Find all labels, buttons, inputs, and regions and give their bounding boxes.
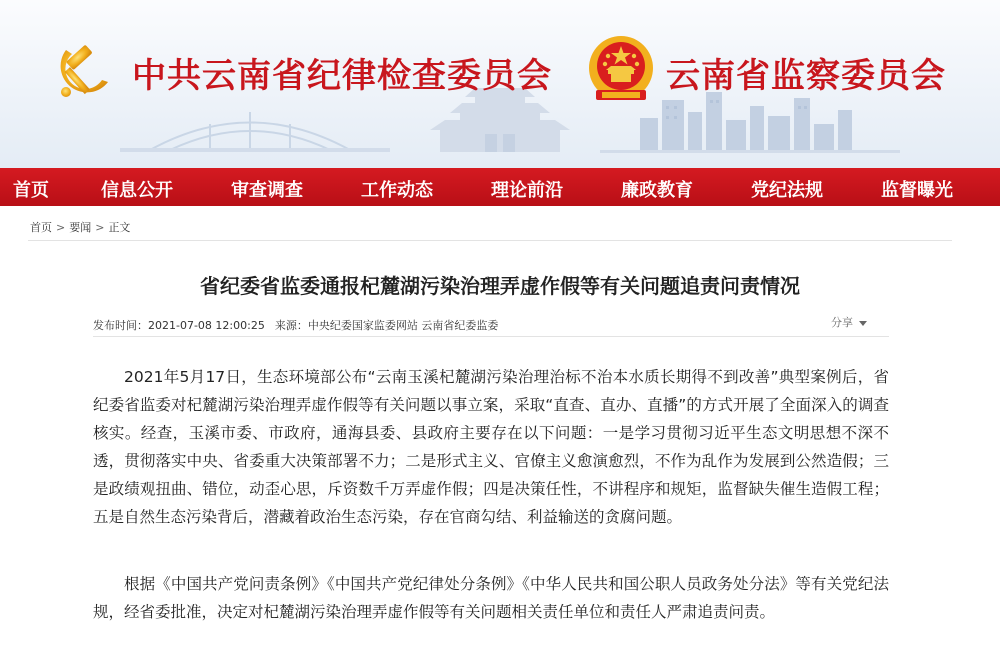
nav-item-investigation[interactable]: 审查调查: [231, 180, 303, 201]
article-title: 省纪委省监委通报杞麓湖污染治理弄虚作假等有关问题追责问责情况: [200, 274, 800, 298]
nav-item-theory[interactable]: 理论前沿: [491, 180, 563, 201]
nav-item-info-public[interactable]: 信息公开: [101, 180, 173, 201]
breadcrumb-separator: >: [95, 221, 105, 234]
party-emblem-icon: [52, 36, 120, 104]
publish-time: 发布时间：2021-07-08 12:00:25: [93, 319, 265, 332]
national-emblem-icon: [586, 34, 656, 106]
org-title-discipline-commission: 中共云南省纪律检查委员会: [132, 56, 552, 96]
org-title-supervisory-commission: 云南省监察委员会: [666, 56, 946, 96]
nav-item-work-news[interactable]: 工作动态: [361, 180, 433, 201]
article-paragraph: 根据《中国共产党问责条例》《中国共产党纪律处分条例》《中华人民共和国公职人员政务处分法》等有关党纪法规，经省委批准，决定对杞麓湖污染治理弄虚作假等有关问题相关责任单位和责任人严肃追责问责。: [93, 575, 889, 621]
nav-item-exposure[interactable]: 监督曝光: [881, 180, 953, 201]
divider: [93, 336, 889, 337]
breadcrumb: [30, 219, 130, 235]
site-header-banner: [0, 0, 1000, 168]
article-paragraph: 2021年5月17日，生态环境部公布“云南玉溪杞麓湖污染治理治标不治本水质长期得不到改善”典型案例后，省纪委省监委对杞麓湖污染治理弄虚作假等有关问题以事立案，采取“直查、直办、直播”的方式开展了全面深入的调查核实。经查，玉溪市委、市政府，通海县委、县政府主要存在以下问题：一是学习贯彻习近平生态文明思想不深不透，贯彻落实中央、省委重大决策部署不力；二是形式主义、官僚主义愈演愈烈，不作为乱作为发展到公然造假；三是政绩观扭曲、错位，动歪心思，斥资数千万弄虚作假；四是决策任性，不讲程序和规矩，监督缺失催生造假工程；五是自然生态污染背后，潜藏着政治生态污染，存在官商勾结、利益输送的贪腐问题。: [93, 368, 889, 526]
nav-item-home[interactable]: 首页: [13, 180, 49, 201]
breadcrumb-home[interactable]: 首页: [30, 221, 52, 234]
main-nav: [0, 168, 1000, 206]
breadcrumb-separator: >: [56, 221, 66, 234]
article-meta: [93, 317, 508, 333]
divider: [28, 240, 952, 241]
share-button[interactable]: [831, 314, 867, 330]
breadcrumb-current: 正文: [108, 221, 131, 234]
nav-item-party-regulations[interactable]: 党纪法规: [751, 180, 823, 201]
breadcrumb-news[interactable]: 要闻: [69, 221, 92, 234]
nav-item-integrity-education[interactable]: 廉政教育: [621, 180, 693, 201]
article-source: 来源：中央纪委国家监委网站 云南省纪委监委: [274, 319, 499, 332]
share-label: 分享: [831, 316, 853, 329]
chevron-down-icon: [859, 321, 867, 326]
